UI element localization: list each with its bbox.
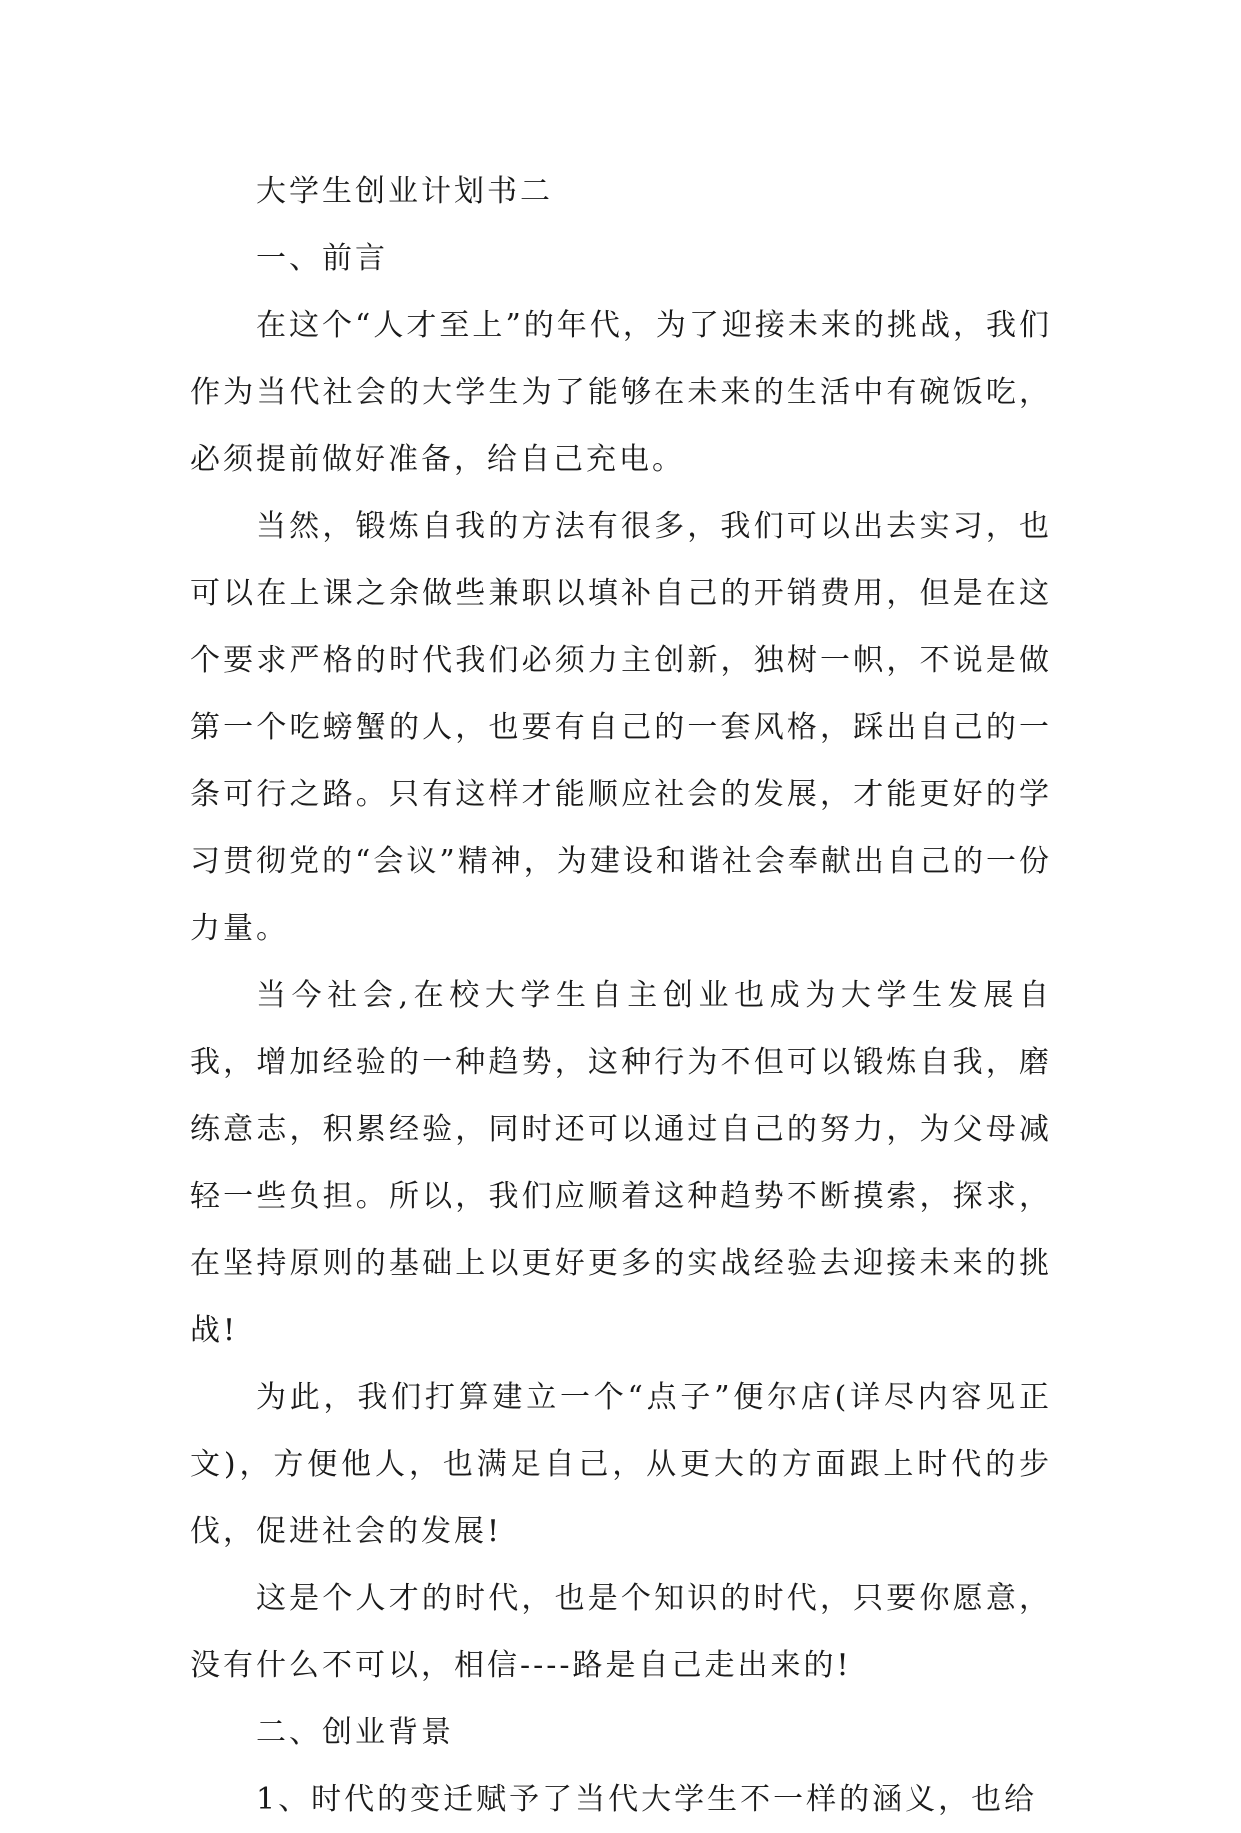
section-heading-preface: 一、前言 xyxy=(256,241,388,276)
document-body xyxy=(190,158,1052,1833)
paragraph: 这是个人才的时代，也是个知识的时代，只要你愿意，没有什么不可以，相信----路是自己走出来的! xyxy=(190,1581,1052,1683)
document-title: 大学生创业计划书二 xyxy=(256,174,553,209)
paragraph: 1、时代的变迁赋予了当代大学生不一样的涵义，也给 xyxy=(256,1782,1038,1817)
paragraph: 当今社会,在校大学生自主创业也成为大学生发展自我，增加经验的一种趋势，这种行为不但可以锻炼自我，磨练意志，积累经验，同时还可以通过自己的努力，为父母减轻一些负担。所以，我们应顺着这种趋势不断摸索，探求，在坚持原则的基础上以更好更多的实战经验去迎接未来的挑战! xyxy=(190,978,1052,1348)
section-heading-background: 二、创业背景 xyxy=(256,1715,454,1750)
paragraph: 为此，我们打算建立一个“点子”便尔店(详尽内容见正文)，方便他人，也满足自己，从更大的方面跟上时代的步伐，促进社会的发展! xyxy=(190,1380,1052,1549)
paragraph: 当然，锻炼自我的方法有很多，我们可以出去实习，也可以在上课之余做些兼职以填补自己的开销费用，但是在这个要求严格的时代我们必须力主创新，独树一帜，不说是做第一个吃螃蟹的人，也要有自己的一套风格，踩出自己的一条可行之路。只有这样才能顺应社会的发展，才能更好的学习贯彻党的“会议”精神，为建设和谐社会奉献出自己的一份力量。 xyxy=(190,509,1052,946)
paragraph: 在这个“人才至上”的年代，为了迎接未来的挑战，我们作为当代社会的大学生为了能够在未来的生活中有碗饭吃，必须提前做好准备，给自己充电。 xyxy=(190,308,1052,477)
